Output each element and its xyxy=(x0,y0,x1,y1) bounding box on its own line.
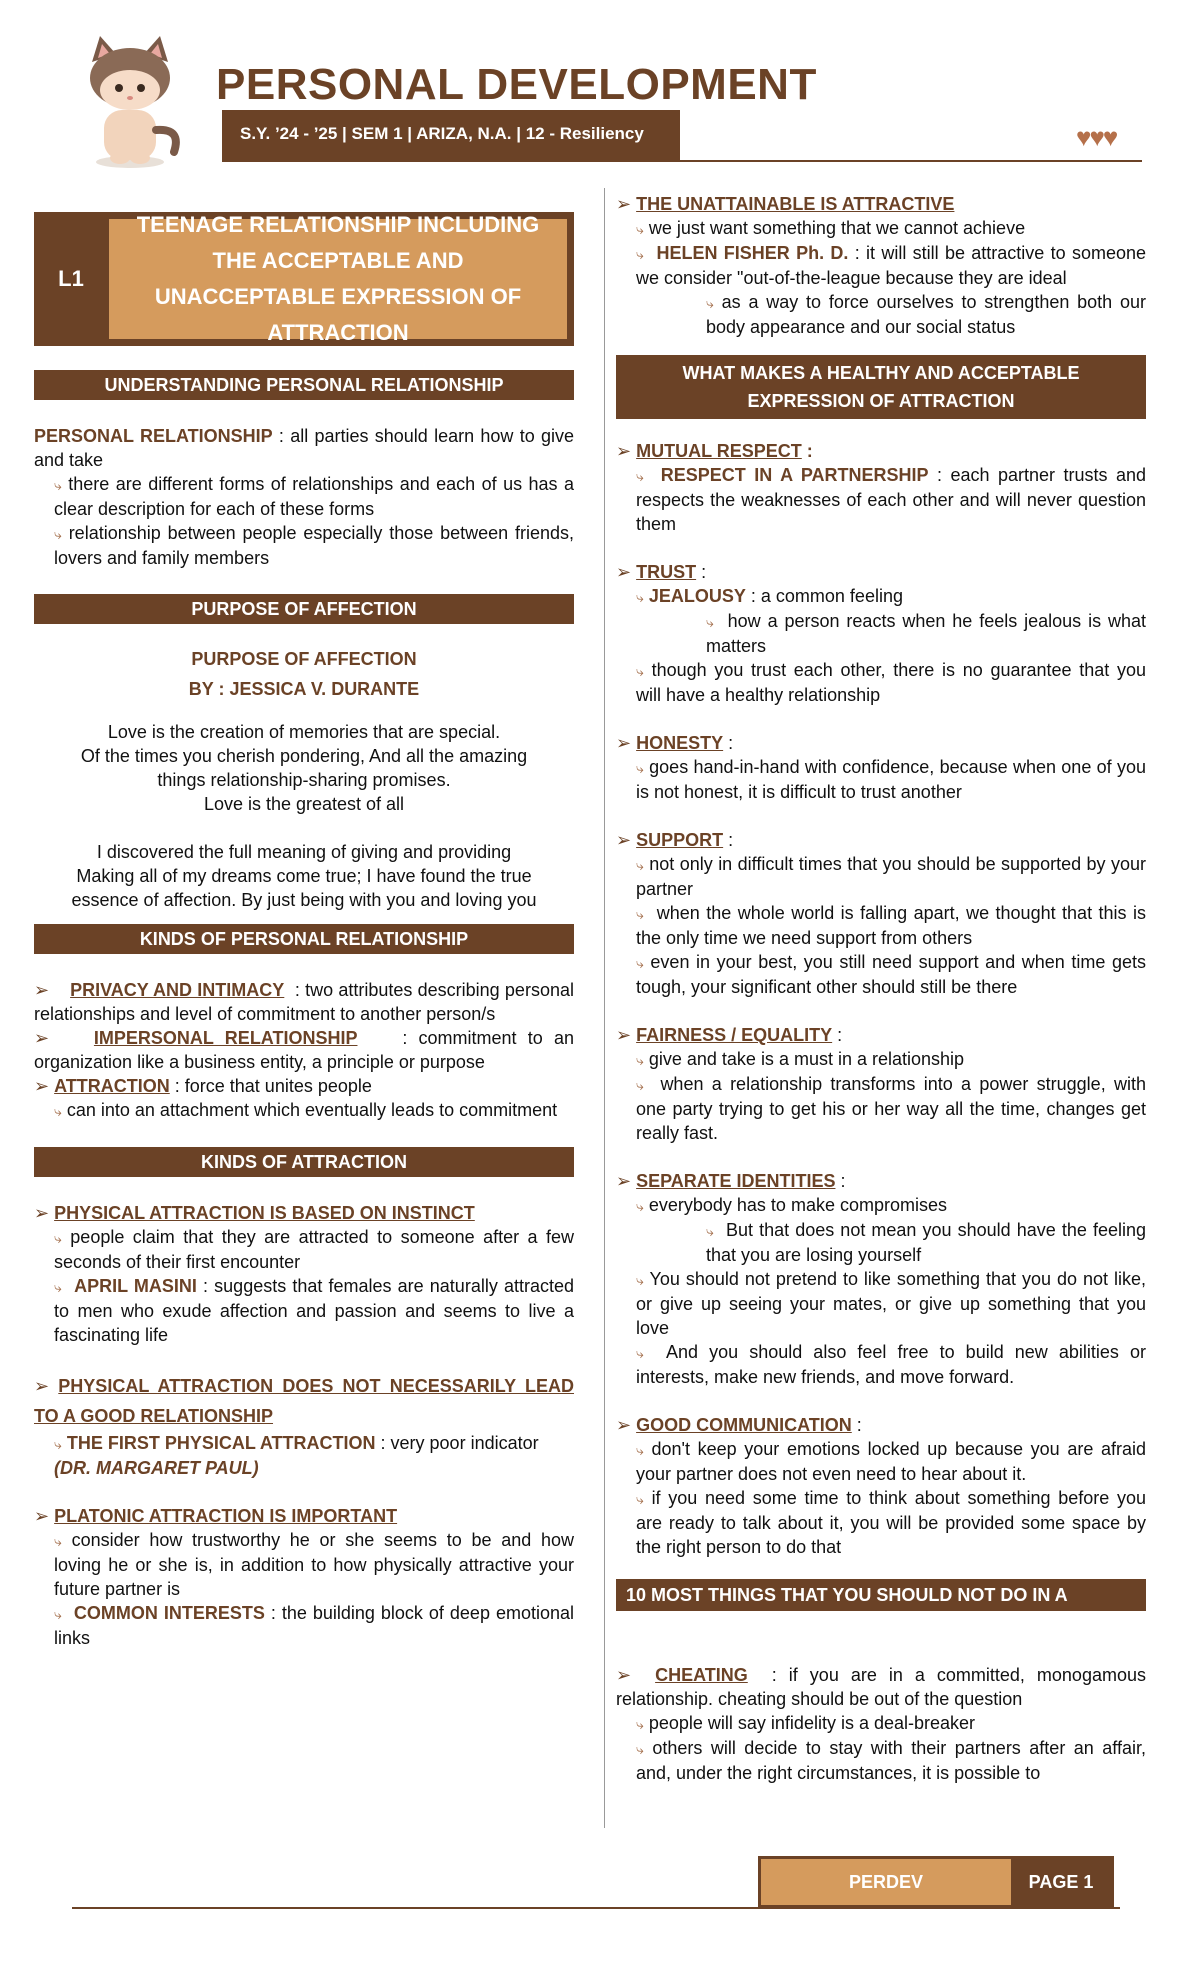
bullet-text: how a person reacts when he feels jealous is what matters xyxy=(706,611,1146,656)
arrow-bullet-icon: ➢ xyxy=(616,1025,632,1045)
hook-arrow-icon: ⤷ xyxy=(54,1230,62,1246)
hook-arrow-icon: ⤷ xyxy=(54,1279,62,1295)
bullet-text: don't keep your emotions locked up because you are afraid your partner does not even need to hear about it. xyxy=(636,1439,1146,1484)
list-item xyxy=(34,1098,574,1123)
list-item xyxy=(616,755,1146,804)
list-item xyxy=(616,1711,1146,1736)
term-label: PERSONAL RELATIONSHIP xyxy=(34,426,273,446)
arrow-bullet-icon: ➢ xyxy=(616,733,632,753)
subheading-text: TRUST xyxy=(636,562,697,582)
privacy-intimacy-def xyxy=(34,978,574,1026)
hook-arrow-icon: ⤷ xyxy=(636,1198,644,1214)
hearts-icon: ♥♥♥ xyxy=(1076,122,1117,152)
arrow-bullet-icon: ➢ xyxy=(34,1376,50,1396)
hook-arrow-icon: ⤷ xyxy=(54,1103,62,1119)
term-label: RESPECT IN A PARTNERSHIP xyxy=(660,465,929,485)
bullet-text: But that does not mean you should have the feeling that you are losing yourself xyxy=(706,1220,1146,1265)
lesson-box xyxy=(34,212,574,346)
arrow-bullet-icon: ➢ xyxy=(616,441,632,461)
term-label: IMPERSONAL RELATIONSHIP xyxy=(93,1028,358,1048)
bullet-text: others will decide to stay with their partners after an affair, and, under the right circumstances, it is possible to xyxy=(636,1738,1146,1783)
subheading-text: PHYSICAL ATTRACTION IS BASED ON INSTINCT xyxy=(54,1203,475,1223)
list-item xyxy=(616,1486,1146,1559)
subheading-text: PHYSICAL ATTRACTION DOES NOT NECESSARILY LEAD TO A GOOD RELATIONSHIP xyxy=(34,1376,574,1426)
footer-label: PERDEV xyxy=(761,1859,1011,1905)
list-item xyxy=(616,852,1146,901)
section-heading-healthy: WHAT MAKES A HEALTHY AND ACCEPTABLE EXPRESSION OF ATTRACTION xyxy=(616,355,1146,419)
hook-arrow-icon: ⤷ xyxy=(636,1272,644,1288)
list-item xyxy=(616,1072,1146,1145)
arrow-bullet-icon: ➢ xyxy=(34,1076,50,1096)
bullet-text: relationship between people especially those between friends, lovers and family members xyxy=(54,523,574,568)
section-heading-not-do: 10 MOST THINGS THAT YOU SHOULD NOT DO IN A RELATIONSHIP xyxy=(616,1579,1146,1611)
subheading-text: PLATONIC ATTRACTION IS IMPORTANT xyxy=(54,1506,398,1526)
list-item xyxy=(34,521,574,570)
poem-line: Love is the creation of memories that are special. xyxy=(107,722,501,742)
footer-box xyxy=(758,1856,1114,1908)
subheading-text: SEPARATE IDENTITIES xyxy=(636,1171,836,1191)
term-label: ATTRACTION xyxy=(54,1076,170,1096)
page-title: PERSONAL DEVELOPMENT xyxy=(216,60,817,109)
value-heading: ➢ MUTUAL RESPECT : xyxy=(616,441,813,461)
poem-line: Making all of my dreams come true; I have found the true xyxy=(76,866,532,886)
section-heading-understanding: UNDERSTANDING PERSONAL RELATIONSHIP xyxy=(34,370,574,400)
bullet-text: though you trust each other, there is no guarantee that you will have a healthy relationship xyxy=(636,660,1146,705)
term-label: CHEATING xyxy=(655,1665,748,1685)
hook-arrow-icon: ⤷ xyxy=(54,477,62,493)
hook-arrow-icon: ⤷ xyxy=(54,526,62,542)
bullet-text: : a common feeling xyxy=(745,586,903,606)
value-heading: ➢ FAIRNESS / EQUALITY : xyxy=(616,1025,843,1045)
bullet-text: not only in difficult times that you should be supported by your partner xyxy=(636,854,1146,899)
list-item xyxy=(34,1601,574,1650)
bullet-text: You should not pretend to like something that you do not like, or give up seeing your mates, or give up something that you love xyxy=(636,1269,1146,1338)
section-heading-kinds-attraction: KINDS OF ATTRACTION xyxy=(34,1147,574,1177)
hook-arrow-icon: ⤷ xyxy=(706,1223,714,1239)
hook-arrow-icon: ⤷ xyxy=(636,906,644,922)
subtitle-bar: S.Y. ’24 - ’25 | SEM 1 | ARIZA, N.A. | 12 - Resiliency xyxy=(222,110,680,162)
subheading-text: THE UNATTAINABLE IS ATTRACTIVE xyxy=(636,194,955,214)
cheating-def xyxy=(616,1663,1146,1711)
hook-arrow-icon: ⤷ xyxy=(636,760,644,776)
term-label: PRIVACY AND INTIMACY xyxy=(70,980,285,1000)
hook-arrow-icon: ⤷ xyxy=(636,1491,644,1507)
poem-line: I discovered the full meaning of giving and providing xyxy=(96,842,512,862)
bullet-text: : each partner trusts and respects the weaknesses of each other and will never question them xyxy=(636,465,1146,534)
bullet-text: give and take is a must in a relationship xyxy=(648,1049,965,1069)
lesson-number: L1 xyxy=(58,266,84,291)
list-item xyxy=(616,290,1146,339)
bullet-text: we just want something that we cannot achieve xyxy=(648,218,1026,238)
value-heading: ➢ SUPPORT : xyxy=(616,830,734,850)
poem-title: PURPOSE OF AFFECTION xyxy=(191,649,417,669)
list-item xyxy=(616,463,1146,536)
attraction-subheading xyxy=(34,1371,574,1431)
cat-costume-doll-illustration xyxy=(70,32,190,170)
list-item xyxy=(616,1340,1146,1389)
list-item xyxy=(616,1267,1146,1340)
arrow-bullet-icon: ➢ xyxy=(34,1506,50,1526)
subheading-text: MUTUAL RESPECT xyxy=(636,441,802,461)
bullet-text: can into an attachment which eventually leads to commitment xyxy=(66,1100,558,1120)
bullet-text: : very poor indicator xyxy=(375,1433,539,1453)
value-heading: ➢ SEPARATE IDENTITIES : xyxy=(616,1171,846,1191)
list-item xyxy=(616,1437,1146,1486)
impersonal-relationship-def xyxy=(34,1026,574,1074)
hook-arrow-icon: ⤷ xyxy=(636,221,644,237)
bullet-text: when the whole world is falling apart, we thought that this is the only time we need support from others xyxy=(636,903,1146,948)
attraction-def xyxy=(34,1074,574,1098)
attraction-subheading xyxy=(34,1201,574,1225)
subheading-text: FAIRNESS / EQUALITY xyxy=(636,1025,833,1045)
poem-line: Love is the greatest of all xyxy=(203,794,405,814)
list-item xyxy=(616,658,1146,707)
hook-arrow-icon: ⤷ xyxy=(636,663,644,679)
list-item xyxy=(34,1431,574,1480)
list-item xyxy=(616,584,1146,609)
bullet-text: consider how trustworthy he or she seems to be and how loving he or she is, in addition to how physically attractive your future partner is xyxy=(54,1530,574,1599)
citation: (DR. MARGARET PAUL) xyxy=(54,1458,259,1478)
value-heading: ➢ GOOD COMMUNICATION : xyxy=(616,1415,862,1435)
bullet-text: : the building block of deep emotional links xyxy=(54,1603,574,1648)
hook-arrow-icon: ⤷ xyxy=(54,1606,62,1622)
bullet-text: when a relationship transforms into a power struggle, with one party trying to get his or her way all the time, changes get really fast. xyxy=(636,1074,1146,1143)
list-item xyxy=(616,901,1146,950)
header-rule xyxy=(680,160,1142,162)
bullet-text: And you should also feel free to build new abilities or interests, make new friends, and move forward. xyxy=(636,1342,1146,1387)
hook-arrow-icon: ⤷ xyxy=(706,614,714,630)
list-item xyxy=(616,1047,1146,1072)
column-divider xyxy=(604,188,605,1828)
term-label: APRIL MASINI xyxy=(74,1276,197,1296)
list-item xyxy=(34,472,574,521)
right-column xyxy=(616,192,1146,1785)
hook-arrow-icon: ⤷ xyxy=(636,1442,644,1458)
section-heading-purpose: PURPOSE OF AFFECTION xyxy=(34,594,574,624)
list-item xyxy=(616,950,1146,999)
list-item xyxy=(616,609,1146,658)
unattainable-heading xyxy=(616,192,1146,216)
poem-line: things relationship-sharing promises. xyxy=(157,770,451,790)
bullet-text: : suggests that females are naturally attracted to men who exude affection and passion and seems to live a fascinating life xyxy=(54,1276,574,1345)
hook-arrow-icon: ⤷ xyxy=(636,1077,644,1093)
hook-arrow-icon: ⤷ xyxy=(636,1052,644,1068)
hook-arrow-icon: ⤷ xyxy=(636,468,644,484)
hook-arrow-icon: ⤷ xyxy=(636,955,644,971)
list-item xyxy=(34,1274,574,1347)
hook-arrow-icon: ⤷ xyxy=(54,1436,62,1452)
poem-author: BY : JESSICA V. DURANTE xyxy=(188,679,420,699)
bullet-text: as a way to force ourselves to strengthen both our body appearance and our social status xyxy=(706,292,1146,337)
value-heading: ➢ TRUST : xyxy=(616,562,707,582)
definition-text: : commitment to an organization like a business entity, a principle or purpose xyxy=(34,1028,574,1072)
hook-arrow-icon: ⤷ xyxy=(636,589,644,605)
definition-text: : if you are in a committed, monogamous relationship. cheating should be out of the question xyxy=(616,1665,1146,1709)
footer-rule xyxy=(72,1907,1120,1909)
section-heading-kinds-relationship: KINDS OF PERSONAL RELATIONSHIP xyxy=(34,924,574,954)
list-item xyxy=(616,216,1146,241)
list-item xyxy=(616,241,1146,290)
term-label: COMMON INTERESTS xyxy=(73,1603,265,1623)
arrow-bullet-icon: ➢ xyxy=(34,980,50,1000)
arrow-bullet-icon: ➢ xyxy=(34,1028,50,1048)
arrow-bullet-icon: ➢ xyxy=(616,1171,632,1191)
list-item xyxy=(34,1528,574,1601)
hook-arrow-icon: ⤷ xyxy=(636,1741,644,1757)
subheading-text: HONESTY xyxy=(636,733,724,753)
attraction-subheading xyxy=(34,1504,574,1528)
page-number: PAGE 1 xyxy=(1028,1871,1094,1892)
hook-arrow-icon: ⤷ xyxy=(636,857,644,873)
bullet-text: goes hand-in-hand with confidence, because when one of you is not honest, it is difficult to trust another xyxy=(636,757,1146,802)
list-item xyxy=(34,1225,574,1274)
bullet-text: if you need some time to think about something before you are ready to talk about it, you will be provided some space by the right person to do that xyxy=(636,1488,1146,1557)
bullet-text: even in your best, you still need support and when time gets tough, your significant other should still be there xyxy=(636,952,1146,997)
subheading-text: SUPPORT xyxy=(636,830,724,850)
arrow-bullet-icon: ➢ xyxy=(616,562,632,582)
bullet-text: : it will still be attractive to someone we consider "out-of-the-league because they are ideal xyxy=(636,243,1146,288)
list-item xyxy=(616,1218,1146,1267)
arrow-bullet-icon: ➢ xyxy=(616,194,632,214)
definition-text: : all parties should learn how to give and take xyxy=(34,426,574,470)
poem-line: Of the times you cherish pondering, And all the amazing xyxy=(80,746,528,766)
hook-arrow-icon: ⤷ xyxy=(54,1533,62,1549)
list-item xyxy=(616,1193,1146,1218)
left-column xyxy=(34,190,574,1650)
term-label: HELEN FISHER Ph. D. xyxy=(656,243,849,263)
term-label: JEALOUSY xyxy=(648,586,746,606)
bullet-text: everybody has to make compromises xyxy=(648,1195,947,1215)
list-item xyxy=(616,1736,1146,1785)
bullet-text: there are different forms of relationships and each of us has a clear description for each of these forms xyxy=(54,474,574,519)
bullet-text: people claim that they are attracted to someone after a few seconds of their first encounter xyxy=(54,1227,574,1272)
arrow-bullet-icon: ➢ xyxy=(616,1415,632,1435)
bullet-text: people will say infidelity is a deal-breaker xyxy=(648,1713,976,1733)
hook-arrow-icon: ⤷ xyxy=(636,1716,644,1732)
poem-line: essence of affection. By just being with you and loving you xyxy=(71,890,537,910)
arrow-bullet-icon: ➢ xyxy=(34,1203,50,1223)
arrow-bullet-icon: ➢ xyxy=(616,1665,632,1685)
personal-relationship-def xyxy=(34,424,574,472)
arrow-bullet-icon: ➢ xyxy=(616,830,632,850)
definition-text: : force that unites people xyxy=(169,1076,372,1096)
value-heading: ➢ HONESTY : xyxy=(616,733,734,753)
hook-arrow-icon: ⤷ xyxy=(706,295,714,311)
lesson-title: TEENAGE RELATIONSHIP INCLUDING THE ACCEPTABLE AND UNACCEPTABLE EXPRESSION OF ATTRACTION xyxy=(109,219,567,339)
hook-arrow-icon: ⤷ xyxy=(636,1345,644,1361)
subheading-text: GOOD COMMUNICATION xyxy=(636,1415,852,1435)
term-label: THE FIRST PHYSICAL ATTRACTION xyxy=(66,1433,376,1453)
definition-text: : two attributes describing personal relationships and level of commitment to another person/s xyxy=(34,980,574,1024)
hook-arrow-icon: ⤷ xyxy=(636,246,644,262)
